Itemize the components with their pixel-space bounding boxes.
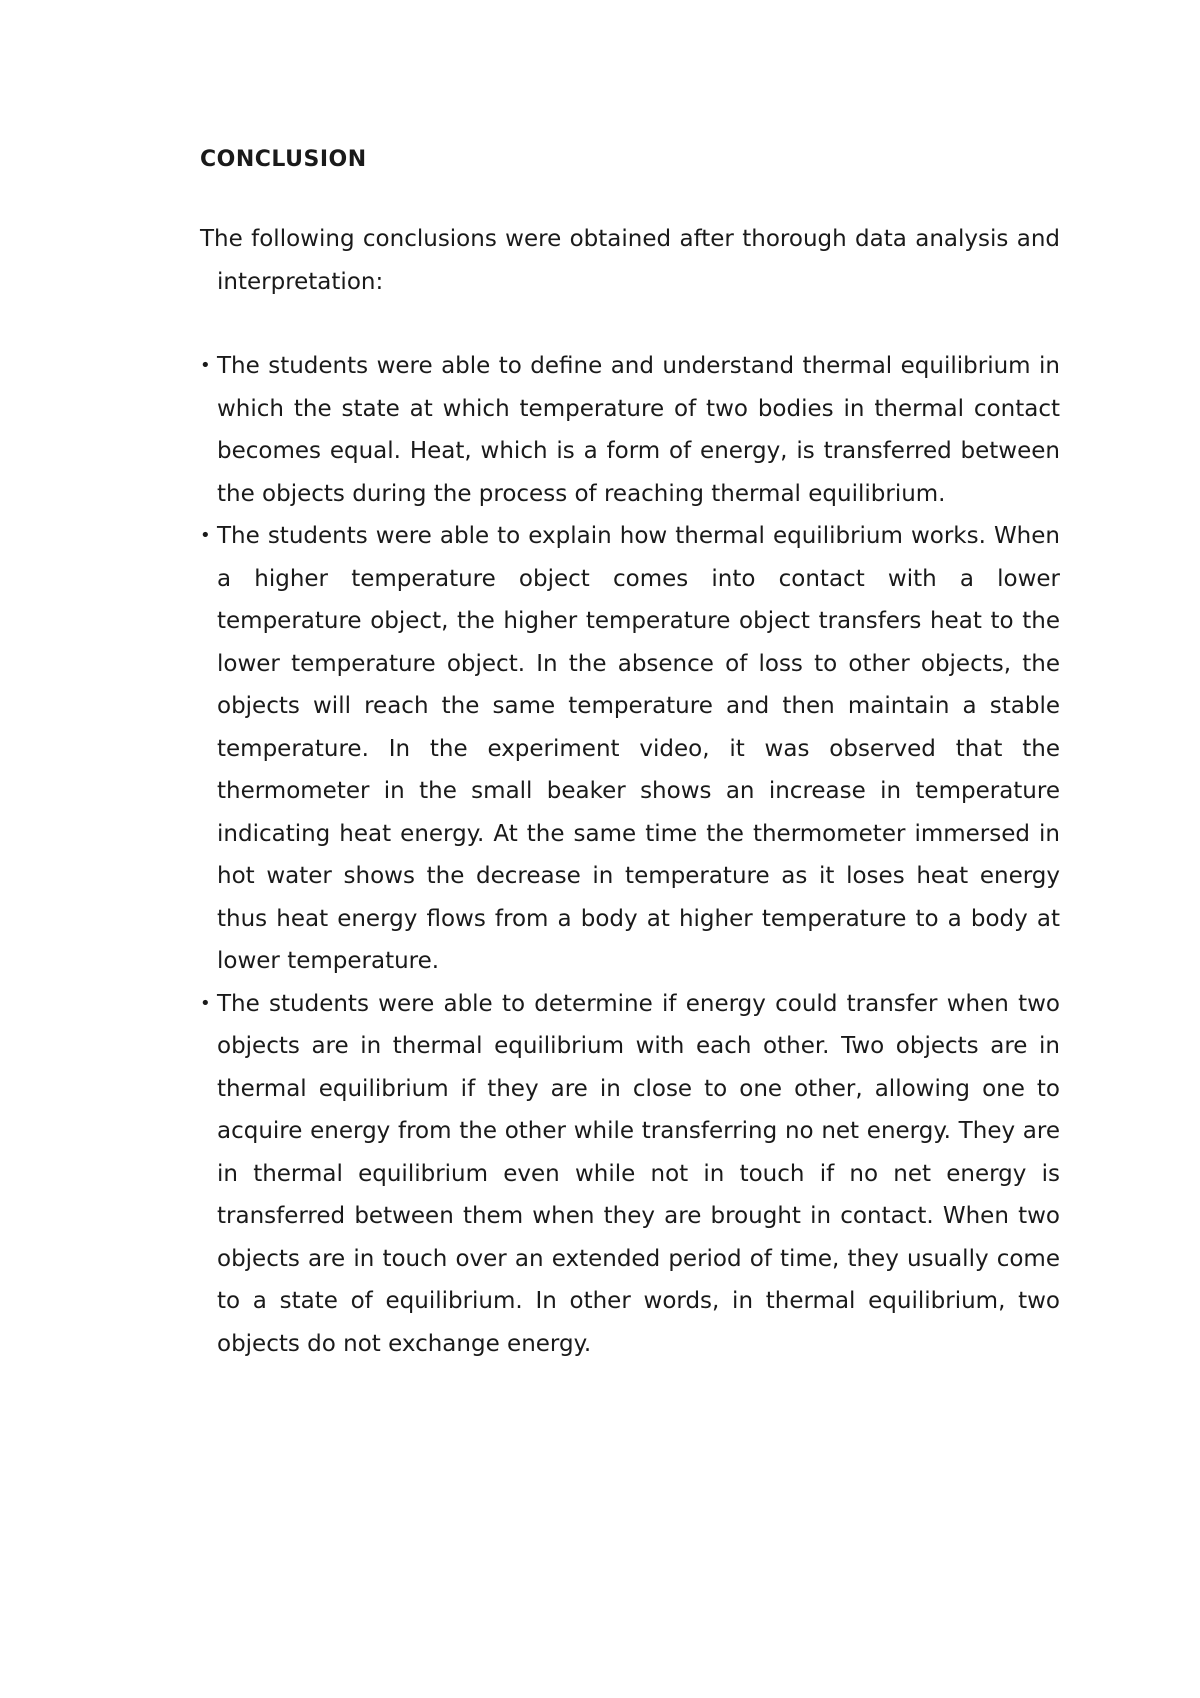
bullet-icon: •: [200, 525, 211, 546]
list-item: [200, 983, 1060, 1366]
document-page: [200, 140, 1060, 1365]
list-item-text: The students were able to determine if energy could transfer when two objects are in thermal equilibrium with each other. Two objects are in thermal equilibrium if they are in close to one other, allowing one to acquire energy from the other while transferring no net energy. They are in thermal equilibrium even while not in touch if no net energy is transferred between them when they are brought in contact. When two objects are in touch over an extended period of time, they usually come to a state of equilibrium. In other words, in thermal equilibrium, two objects do not exchange energy.: [217, 990, 1060, 1357]
section-heading: CONCLUSION: [200, 147, 367, 172]
conclusion-list: [200, 345, 1060, 1365]
bullet-icon: •: [200, 992, 211, 1014]
list-item-text: The students were able to define and understand thermal equilibrium in which the state at which temperature of two bodies in thermal contact becomes equal. Heat, which is a form of energy, is transferred between the objects during the process of reaching thermal equilibrium.: [217, 353, 1060, 507]
list-item-text: The students were able to explain how thermal equilibrium works. When a higher temperature object comes into contact with a lower temperature object, the higher temperature object transfers heat to the lower temperature object. In the absence of loss to other objects, the objects will reach the same temperature and then maintain a stable temperature. In the experiment video, it was observed that the thermometer in the small beaker shows an increase in temperature indicating heat energy. At the same time the thermometer immersed in hot water shows the decrease in temperature as it loses heat energy thus heat energy flows from a body at higher temperature to a body at lower temperature.: [217, 523, 1060, 974]
list-item: [200, 515, 1060, 983]
list-item: [200, 345, 1060, 515]
bullet-icon: •: [200, 355, 211, 376]
intro-paragraph: The following conclusions were obtained after thorough data analysis and interpretation:: [200, 226, 1060, 295]
